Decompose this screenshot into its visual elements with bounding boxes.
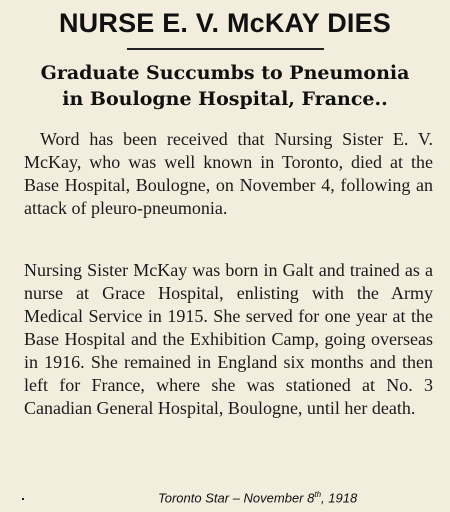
credit-date-suffix: th <box>314 490 322 499</box>
credit-date: November 8 <box>243 490 315 506</box>
subheadline-line-2: in Boulogne Hospital, France.. <box>62 88 388 110</box>
subheadline-line-1: Graduate Succumbs to Pneumonia <box>40 62 410 84</box>
print-speck <box>22 498 24 500</box>
article-paragraph-2: Nursing Sister McKay was born in Galt and trained as a nurse at Grace Hospital, enlisting with the Army Medical Service in 1915. She served for one year at the Base Hospital and the Exhibition Camp, going overseas in 1916. She remained in England six months and then left for France, where she was stationed at No. 3 Canadian General Hospital, Boulogne, until her death. <box>24 260 433 418</box>
headline: NURSE E. V. McKAY DIES <box>58 8 392 38</box>
credit-source: Toronto Star <box>158 490 230 506</box>
credit-dash: – <box>232 490 240 506</box>
source-credit <box>158 490 357 505</box>
headline-divider <box>127 48 324 50</box>
credit-year: , 1918 <box>321 490 358 506</box>
article-paragraph-1: Word has been received that Nursing Sister E. V. McKay, who was well known in Toronto, died at the Base Hospital, Boulogne, on November 4, following an attack of pleuro-pneumonia. <box>24 129 433 218</box>
